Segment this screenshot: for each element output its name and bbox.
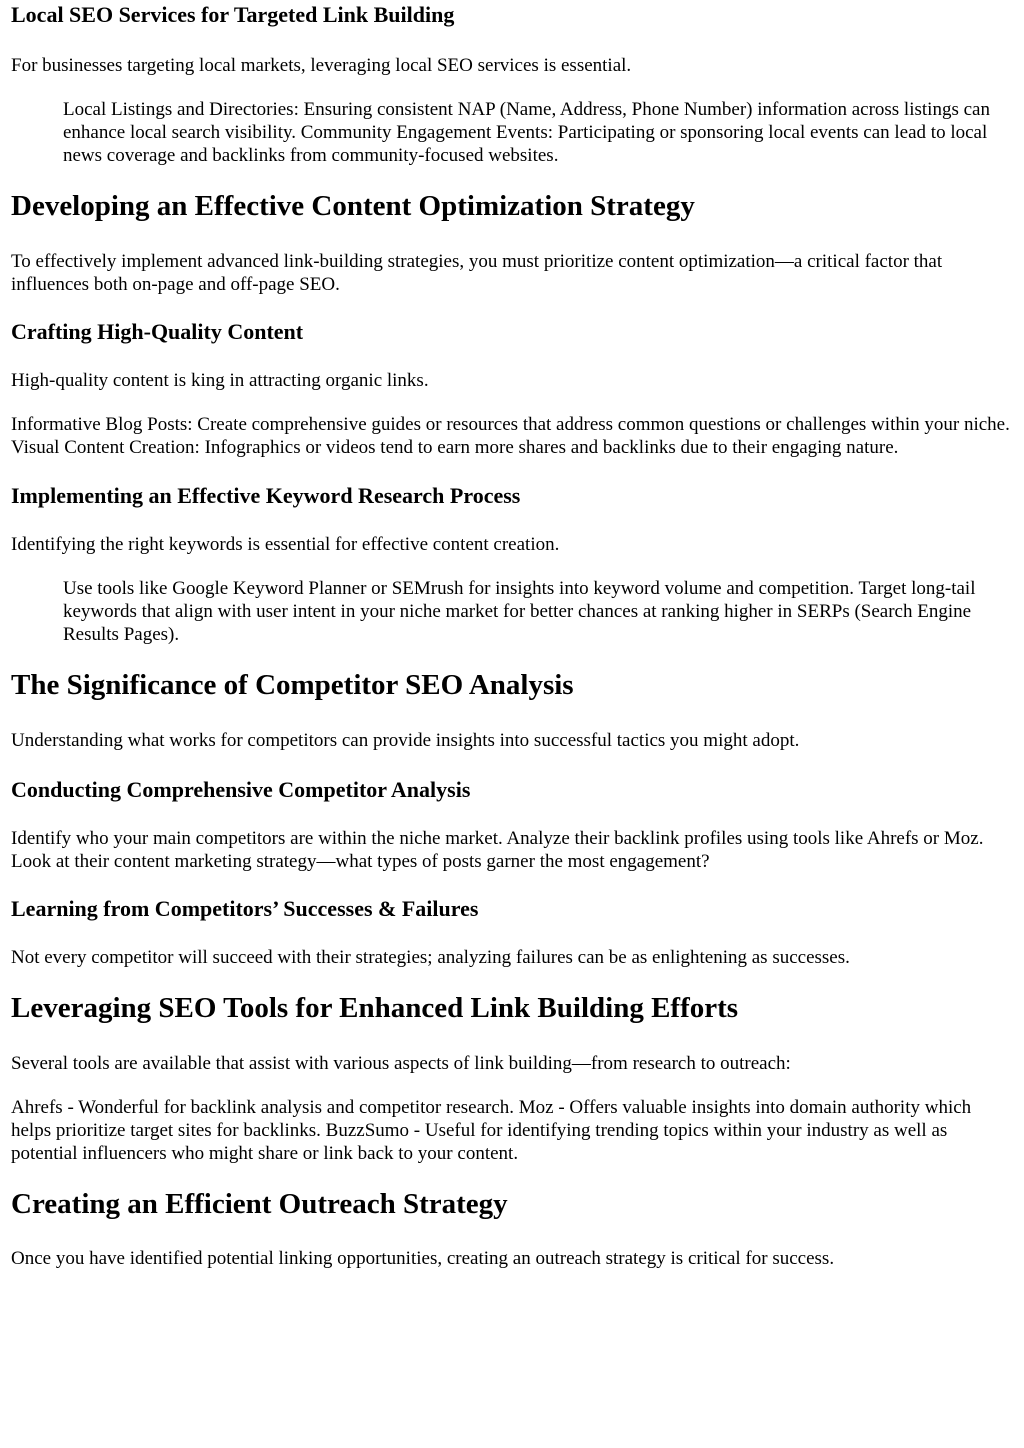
heading-competitor-analysis: The Significance of Competitor SEO Analysis <box>11 669 574 701</box>
heading-high-quality-content: Crafting High-Quality Content <box>11 319 304 344</box>
paragraph-learning-competitors-body: Not every competitor will succeed with their strategies; analyzing failures can be as enlightening as successes. <box>11 947 850 968</box>
paragraph-outreach-intro: Once you have identified potential linking opportunities, creating an outreach strategy is critical for success. <box>11 1248 835 1269</box>
paragraph-content-optimization-intro: To effectively implement advanced link-building strategies, you must prioritize content optimization—a critical factor that influences both on-page and off-page SEO. <box>11 251 943 295</box>
paragraph-high-quality-body: Informative Blog Posts: Create comprehensive guides or resources that address common questions or challenges within your niche. Visual Content Creation: Infographics or videos tend to earn more shares and backlinks due to their engaging nature. <box>11 414 1010 458</box>
quote-local-seo-listings: Local Listings and Directories: Ensuring consistent NAP (Name, Address, Phone Number) information across listings can enhance local search visibility. Community Engagement Events: Participating or sponsoring local events can lead to local news coverage and backlinks from community-focused websites. <box>63 99 990 166</box>
paragraph-seo-tools-body: Ahrefs - Wonderful for backlink analysis and competitor research. Moz - Offers valuable insights into domain authority which helps prioritize target sites for backlinks. BuzzSumo - Useful for identifying trending topics within your industry as well as potential influencers who might share or link back to your content. <box>11 1097 972 1164</box>
quote-keyword-research-tools: Use tools like Google Keyword Planner or SEMrush for insights into keyword volume and competition. Target long-tail keywords that align with user intent in your niche market for better chances at ranking higher in SERPs (Search Engine Results Pages). <box>63 578 976 645</box>
heading-learning-competitors: Learning from Competitors’ Successes & Failures <box>11 896 479 921</box>
heading-content-optimization: Developing an Effective Content Optimization Strategy <box>11 190 695 222</box>
heading-comprehensive-analysis: Conducting Comprehensive Competitor Analysis <box>11 777 471 802</box>
heading-local-seo: Local SEO Services for Targeted Link Building <box>11 2 455 27</box>
paragraph-comprehensive-analysis-body: Identify who your main competitors are within the niche market. Analyze their backlink profiles using tools like Ahrefs or Moz. Look at their content marketing strategy—what types of posts garner the most engagement? <box>11 828 984 872</box>
heading-seo-tools: Leveraging SEO Tools for Enhanced Link Building Efforts <box>11 992 739 1024</box>
paragraph-competitor-analysis-intro: Understanding what works for competitors can provide insights into successful tactics you might adopt. <box>11 730 800 751</box>
heading-outreach: Creating an Efficient Outreach Strategy <box>11 1188 508 1220</box>
paragraph-local-seo-intro: For businesses targeting local markets, leveraging local SEO services is essential. <box>11 55 632 76</box>
paragraph-seo-tools-intro: Several tools are available that assist with various aspects of link building—from research to outreach: <box>11 1053 791 1074</box>
paragraph-keyword-research-intro: Identifying the right keywords is essential for effective content creation. <box>11 534 560 555</box>
article <box>0 2 1024 1270</box>
paragraph-high-quality-intro: High-quality content is king in attracting organic links. <box>11 370 429 391</box>
heading-keyword-research: Implementing an Effective Keyword Research Process <box>11 483 521 508</box>
